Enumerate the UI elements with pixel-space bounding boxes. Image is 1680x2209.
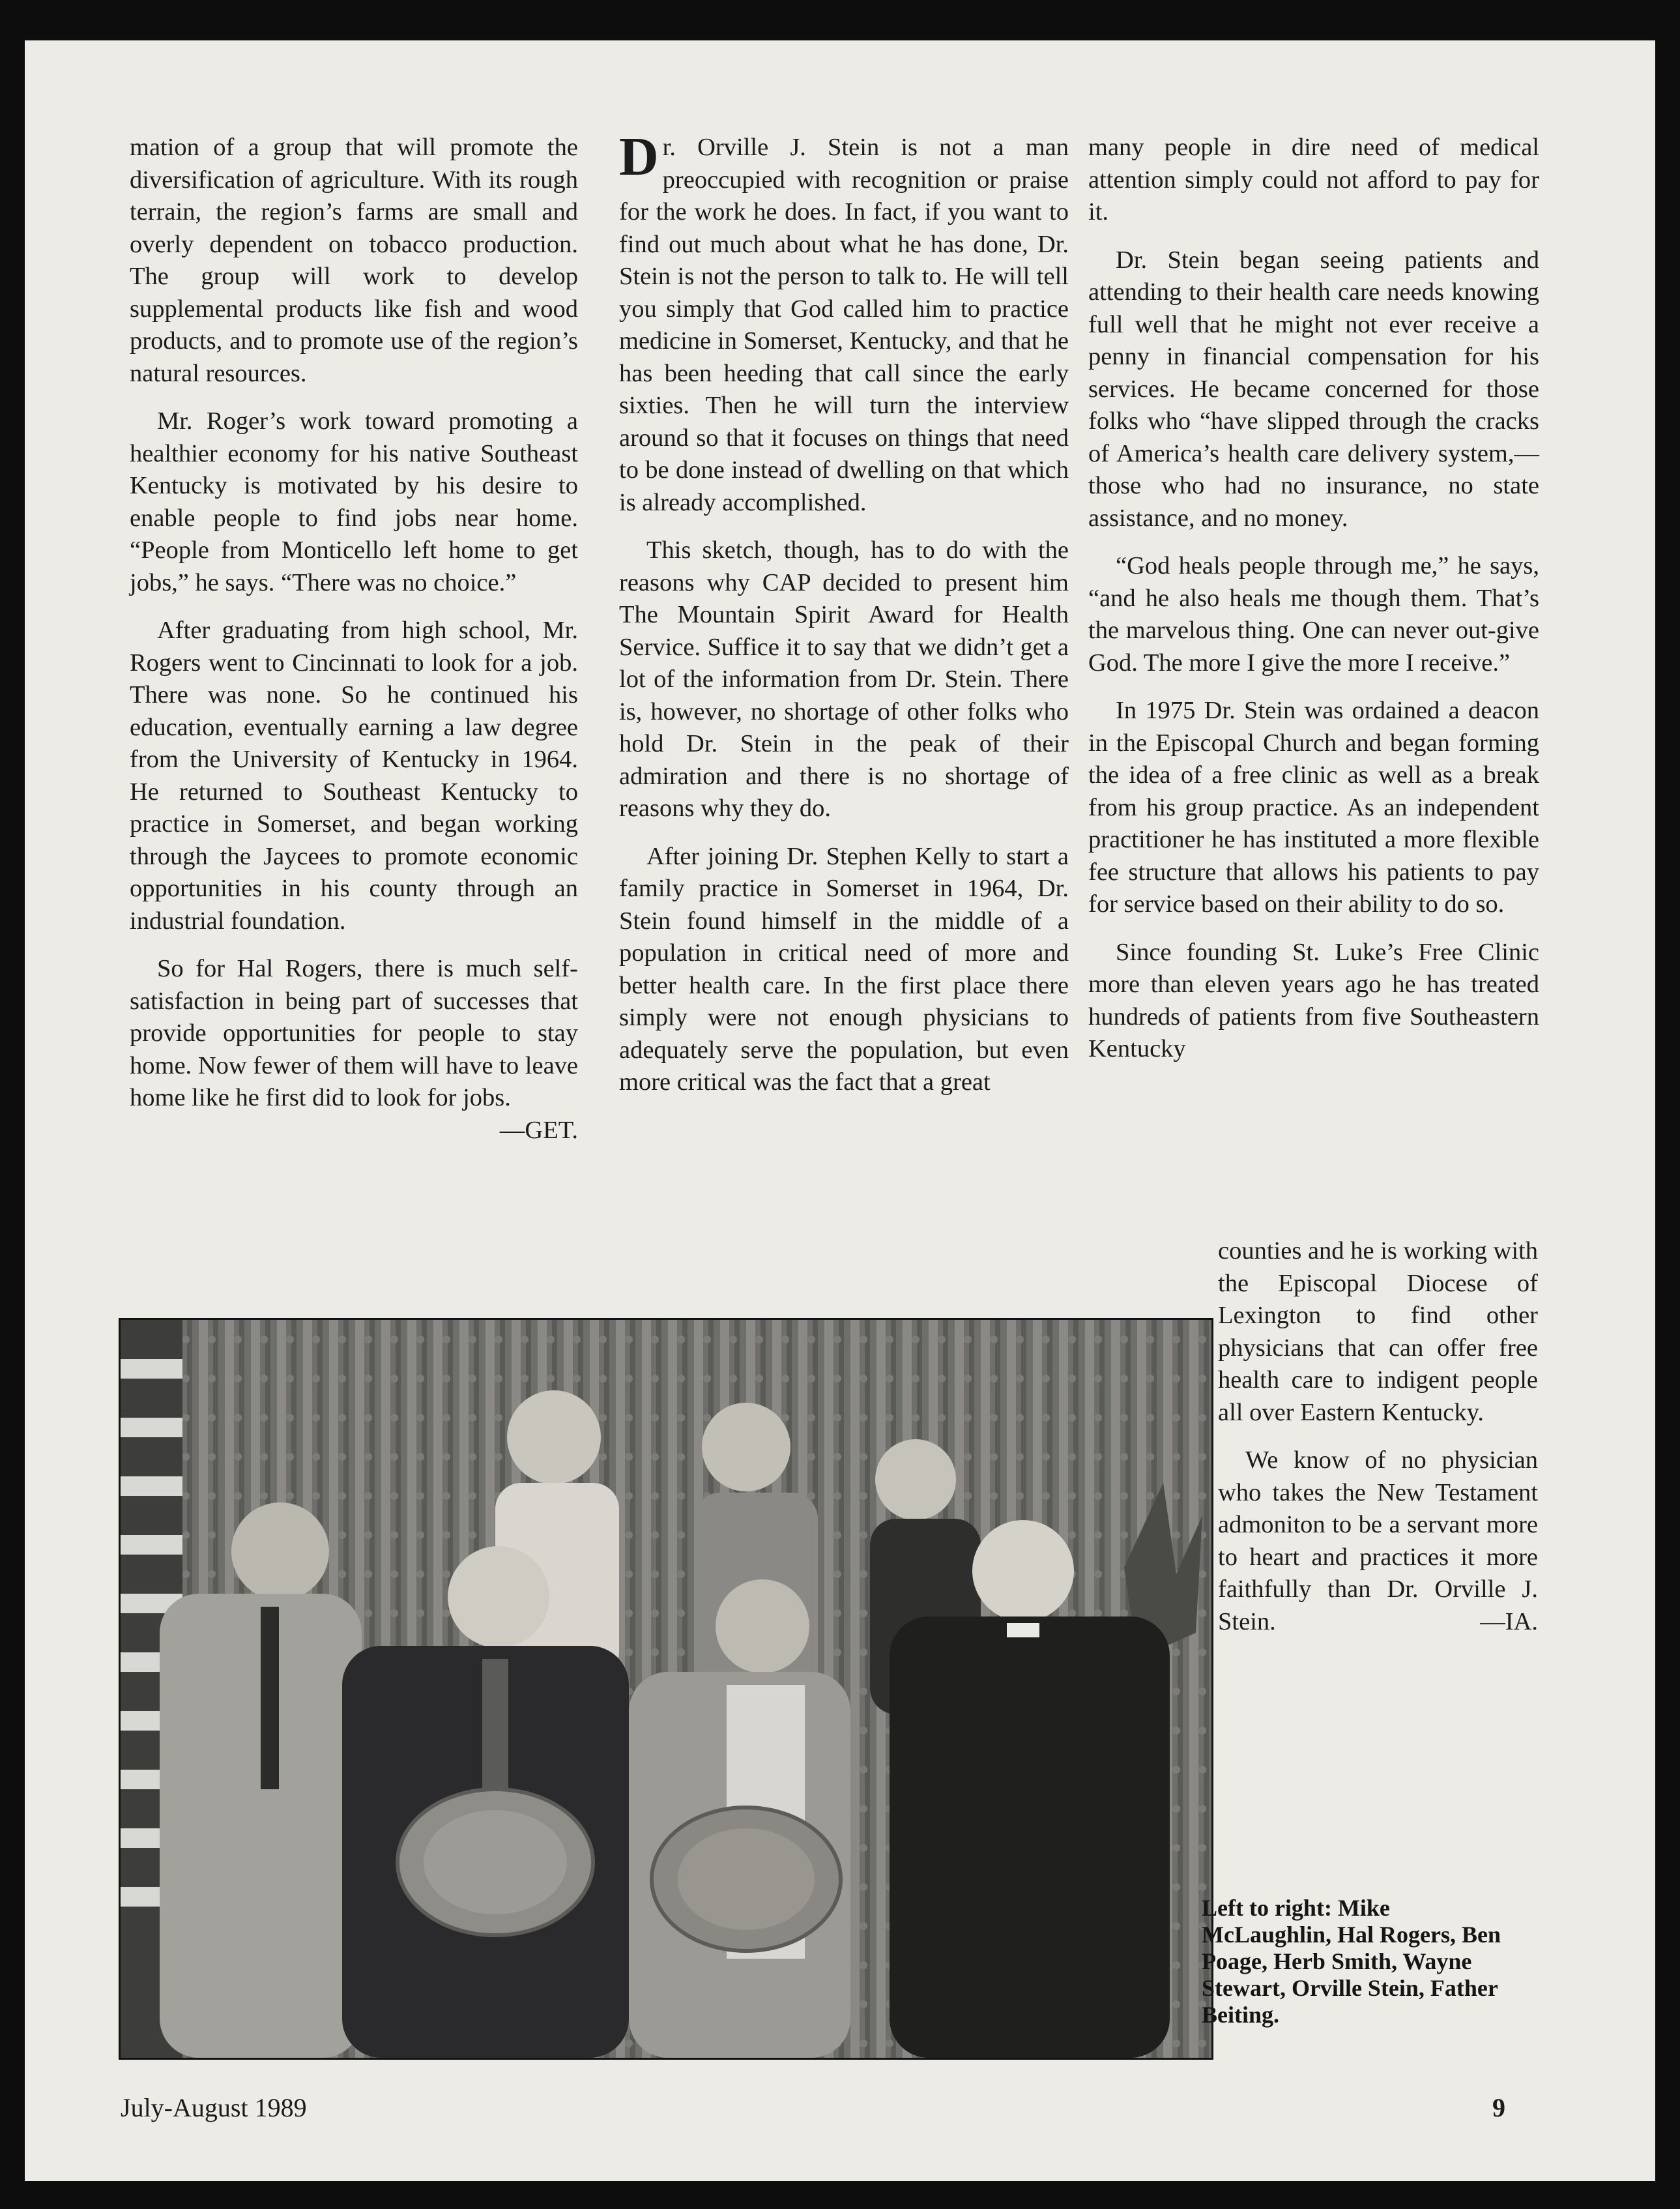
paragraph: mation of a group that will promote the diversification of agriculture. With its rough terrain, the region’s farms are small and overly dependent on tobacco production. The group will work to develop supplemental products like fish and wood products, and to promote use of the region’s natural resources. <box>130 134 578 387</box>
paragraph: After graduating from high school, Mr. Rogers went to Cincinnati to look for a job. There was none. So he continued his education, eventually earning a law degree from the University of Kentucky in 1964. He returned to Southeast Kentucky to practice in Somerset, and began working through the Jaycees to promote economic opportunities in his county through an industrial foundation. <box>130 617 578 935</box>
magazine-page <box>25 40 1655 2181</box>
article-column-1 <box>130 132 578 1147</box>
paragraph: Since founding St. Luke’s Free Clinic more than eleven years ago he has treated hundreds of patients from five Southeastern Kentucky <box>1088 938 1539 1062</box>
paragraph: Dr. Stein began seeing patients and attending to their health care needs knowing full well that he might not ever receive a penny in financial compensation for his services. He became concerned for those folks who “have slipped through the cracks of America’s health care delivery system,—those who had no insurance, no state assistance, and no money. <box>1088 246 1539 532</box>
author-signature: —IA. <box>1480 1607 1538 1635</box>
group-photo <box>119 1318 1213 2060</box>
paragraph: Mr. Roger’s work toward promoting a healthier economy for his native Southeast Kentucky is motivated by his desire to enable people to find jobs near home. “People from Monticello left home to get jobs,” he says. “There was no choice.” <box>130 407 578 596</box>
article-column-2 <box>619 126 1069 1115</box>
paragraph-text: We know of no physician who takes the New Testament admoniton to be a servant more to heart and practices it more faithfully than Dr. Orville J. Stein. <box>1218 1446 1538 1635</box>
paragraph: This sketch, though, has to do with the reasons why CAP decided to present him The Mountain Spirit Award for Health Service. Suffice it to say that we didn’t get a lot of the information from Dr. Stein. There is, however, no shortage of other folks who hold Dr. Stein in the peak of their admiration and there is no shortage of reasons why they do. <box>619 536 1069 822</box>
paragraph <box>1218 1444 1538 1638</box>
paragraph <box>619 126 1069 519</box>
article-column-3-continued <box>1218 1235 1538 1654</box>
article-column-3 <box>1088 132 1539 1081</box>
paragraph <box>130 953 578 1144</box>
paragraph: In 1975 Dr. Stein was ordained a deacon in the Episcopal Church and began forming the idea of a free clinic as well as a break from his group practice. As an independent practitioner he has instituted a more flexible fee structure that allows his patients to pay for service based on their ability to do so. <box>1088 697 1539 918</box>
drop-cap: D <box>619 126 659 187</box>
page-number: 9 <box>1492 2093 1505 2122</box>
paragraph-text: r. Orville J. Stein is not a man preoccupied with recognition or praise for the work he does. In fact, if you want to find out much about what he has done, Dr. Stein is not the person to talk to. He will tell you simply that God called him to practice medicine in Somerset, Kentucky, and that he has been heeding that call since the early sixties. Then he will turn the interview around so that it focuses on things that need to be done instead of dwelling on that which is already accomplished. <box>619 134 1069 516</box>
issue-date: July-August 1989 <box>121 2093 307 2122</box>
photo-caption: Left to right: Mike McLaughlin, Hal Rogers, Ben Poage, Herb Smith, Wayne Stewart, Orville Stein, Father Beiting. <box>1202 1895 1501 2028</box>
paragraph: After joining Dr. Stephen Kelly to start a family practice in Somerset in 1964, Dr. Stein found himself in the middle of a population in critical need of more and better health care. In the first place there simply were not enough physicians to adequately serve the population, but even more critical was the fact that a great <box>619 842 1069 1096</box>
paragraph: many people in dire need of medical attention simply could not afford to pay for it. <box>1088 134 1539 226</box>
paragraph-text: So for Hal Rogers, there is much self-satisfaction in being part of successes that provide opportunities for people to stay home. Now fewer of them will have to leave home like he first did to look for jobs. <box>130 955 578 1111</box>
group-photo-illustration <box>121 1320 1211 2058</box>
paragraph: counties and he is working with the Episcopal Diocese of Lexington to find other physicians that can offer free health care to indigent people all over Eastern Kentucky. <box>1218 1237 1538 1426</box>
author-signature: —GET. <box>499 1116 578 1144</box>
paragraph: “God heals people through me,” he says, “and he also heals me though them. That’s the marvelous thing. One can never out-give God. The more I give the more I receive.” <box>1088 552 1539 677</box>
